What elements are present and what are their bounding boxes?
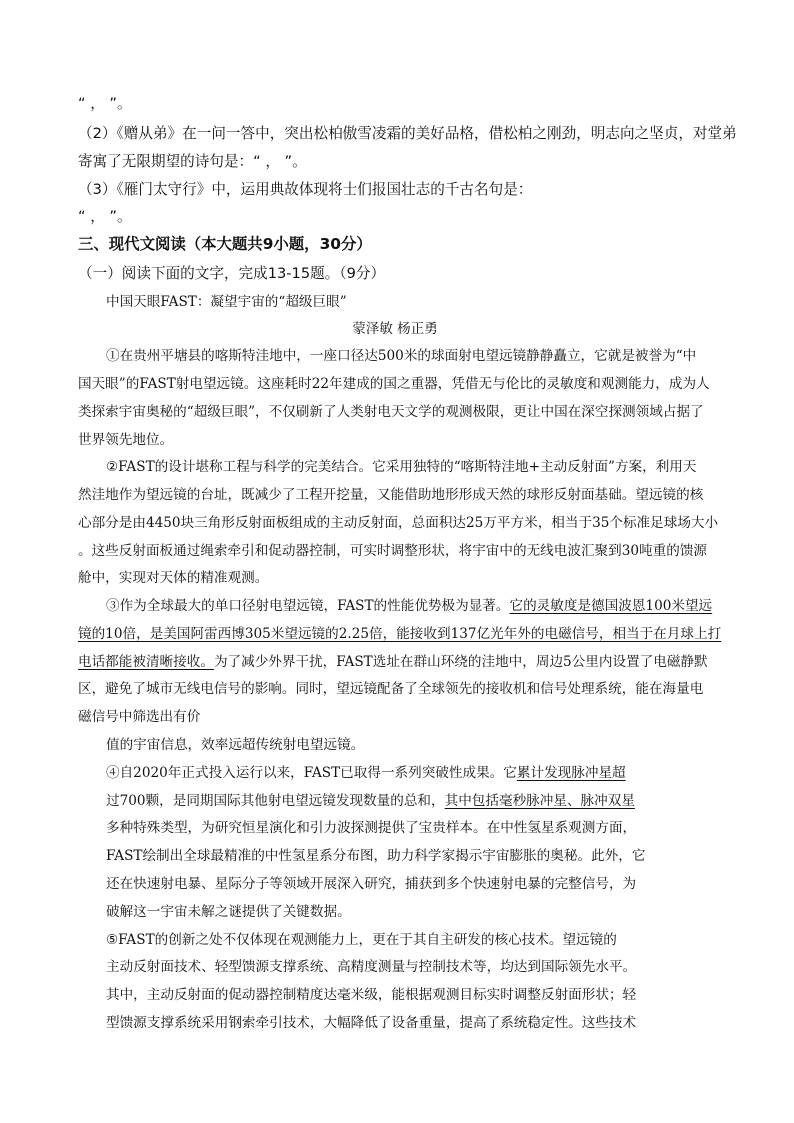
underlined-text: 累计发现脉冲星超 bbox=[516, 765, 626, 781]
paragraph-2-line: 。这些反射面板通过绳索牵引和促动器控制，可实时调整形状，将宇宙中的无线电波汇聚到30吨重的馈源 bbox=[78, 543, 708, 559]
paragraph-4-text: 过700颗，是同期国际其他射电望远镜发现数量的总和， bbox=[106, 793, 445, 809]
question-3-line-1: （3）《雁门太守行》中，运用典故体现将士们报国壮志的千古名句是： bbox=[78, 181, 533, 198]
paragraph-4-line: FAST绘制出全球最精准的中性氢星系分布图，助力科学家揭示宇宙膨胀的奥秘。此外，它 bbox=[106, 848, 646, 864]
paragraph-3-line: 区，避免了城市无线电信号的影响。同时，望远镜配备了全球领先的接收机和信号处理系统，能在海量电 bbox=[78, 681, 704, 697]
paragraph-4-line: 还在快速射电暴、星际分子等领域开展深入研究，捕获到多个快速射电暴的完整信号，为 bbox=[106, 876, 637, 892]
paragraph-5-line: 主动反射面技术、轻型馈源支撑系统、高精度测量与控制技术等，均达到国际领先水平。 bbox=[106, 959, 637, 975]
paragraph-5-line: 型馈源支撑系统采用钢索牵引技术，大幅降低了设备重量，提高了系统稳定性。这些技术 bbox=[106, 1015, 637, 1031]
paragraph-2-line: ②FAST的设计堪称工程与科学的完美结合。它采用独特的“喀斯特洼地+主动反射面”方案，利用天 bbox=[106, 459, 697, 475]
paragraph-4-line: 多种特殊类型，为研究恒星演化和引力波探测提供了宝贵样本。在中性氢星系观测方面， bbox=[106, 820, 637, 836]
paragraph-1-line: 类探索宇宙奥秘的“超级巨眼”，不仅刷新了人类射电天文学的观测极限，更让中国在深空探测领域占据了 bbox=[78, 404, 704, 420]
underlined-text: 镜的10倍，是美国阿雷西博305米望远镜的2.25倍，能接收到137亿光年外的电磁信号，相当于在月球上打 bbox=[78, 626, 722, 642]
underlined-text: 它的灵敏度是德国波恩100米望远 bbox=[509, 598, 713, 614]
paragraph-2-line: 然洼地作为望远镜的台址，既减少了工程开挖量，又能借助地形形成天然的球形反射面基础。望远镜的核 bbox=[78, 487, 704, 503]
paragraph-1-line: 国天眼”的FAST射电望远镜。这座耗时22年建成的国之重器，凭借无与伦比的灵敏度和观测能力，成为人 bbox=[78, 376, 710, 392]
paragraph-3-line: 磁信号中筛选出有价 bbox=[78, 709, 201, 725]
article-title: 中国天眼FAST：凝望宇宙的“超级巨眼” bbox=[106, 294, 347, 310]
paragraph-5-line: 其中，主动反射面的促动器控制精度达毫米级，能根据观测目标实时调整反射面形状；轻 bbox=[106, 987, 637, 1003]
paragraph-4-line bbox=[106, 763, 626, 783]
paragraph-4-text: ④自2020年正式投入运行以来，FAST已取得一系列突破性成果。它 bbox=[106, 765, 517, 781]
paragraph-4-line bbox=[106, 791, 635, 811]
article-authors: 蒙泽敏 杨正勇 bbox=[352, 321, 438, 337]
paragraph-3-line bbox=[106, 596, 712, 616]
paragraph-3-line: 值的宇宙信息，效率远超传统射电望远镜。 bbox=[106, 737, 365, 753]
underlined-text: 电话都能被清晰接收。 bbox=[78, 654, 214, 670]
underlined-text: 其中包括毫秒脉冲星、脉冲双星 bbox=[444, 793, 635, 809]
paragraph-3-text: ③作为全球最大的单口径射电望远镜，FAST的性能优势极为显著。 bbox=[106, 598, 510, 614]
paragraph-2-line: 心部分是由4450块三角形反射面板组成的主动反射面，总面积达25万平方米，相当于35个标准足球场大小 bbox=[78, 515, 719, 531]
paragraph-2-line: 舱中，实现对天体的精准观测。 bbox=[78, 570, 269, 586]
section-heading: 三、现代文阅读（本大题共9小题，30分） bbox=[78, 235, 372, 253]
paragraph-3-text: 为了减少外界干扰，FAST选址在群山环绕的洼地中，周边5公里内设置了电磁静默 bbox=[213, 654, 708, 670]
paragraph-1-line: ①在贵州平塘县的喀斯特洼地中，一座口径达500米的球面射电望远镜静静矗立，它就是被誉为“中 bbox=[106, 348, 697, 364]
paragraph-1-line: 世界领先地位。 bbox=[78, 432, 174, 448]
question-3-line-2: “ ， ”。 bbox=[78, 208, 132, 225]
question-2-line-1: （2）《赠从弟》在一问一答中，突出松柏傲雪凌霜的美好品格，借松柏之刚劲，明志向之坚贞，对堂弟 bbox=[78, 125, 737, 142]
subsection-instruction: （一）阅读下面的文字，完成13-15题。（9分） bbox=[78, 265, 386, 282]
paragraph-5-line: ⑤FAST的创新之处不仅体现在观测能力上，更在于其自主研发的核心技术。望远镜的 bbox=[106, 932, 617, 948]
answer-blank-q1: “ ， ”。 bbox=[78, 95, 132, 112]
paragraph-4-line: 破解这一宇宙未解之谜提供了关键数据。 bbox=[106, 904, 351, 920]
question-2-line-2: 寄寓了无限期望的诗句是：“ ， ”。 bbox=[78, 153, 307, 170]
paragraph-3-line bbox=[78, 652, 708, 672]
